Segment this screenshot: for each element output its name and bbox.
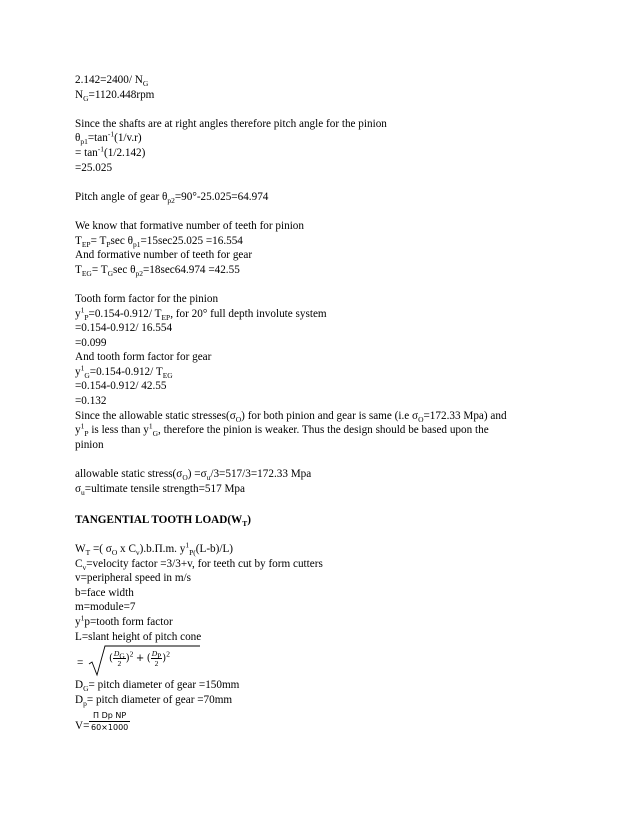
equation-line: = $\tan^{-1}(1/2.142)$ [75, 144, 146, 159]
text-line: We know that formative number of teeth for pinion [75, 219, 304, 232]
equation-line: =25.025 [75, 161, 113, 174]
equation-line: =0.154-0.912/ 42.55 [75, 380, 167, 393]
text-line: L=slant height of pitch cone [75, 630, 202, 643]
slant-height-formula [75, 644, 565, 678]
equation-line: $T_{EG}= T_G\sec$ $\theta_{p2}=18\sec 64.974 =42.55$ [75, 263, 240, 278]
equation-line: =0.154-0.912/ 16.554 [75, 322, 173, 335]
equation-line: =0.099 [75, 336, 107, 349]
equation-line: $y^1_P=0.154-0.912/$ $T_{EP}$, for 20° full depth involute system [75, 304, 327, 322]
equation-line: =0.132 [75, 395, 107, 408]
equation-line: $\theta_{p1}=\tan^{-1}(1/v.r)$ [75, 129, 142, 147]
velocity-formula: V= $\frac{\text{Π Dp NP}}{60\times 1000}$ [75, 711, 129, 733]
equation-line: 2.142=2400/ $N_G$ [75, 74, 149, 89]
sqrt-radicand: ( $\frac{D_G}{2}$ )$^2$ + ( $\frac{D_P}{2}$ )$^2$ [109, 649, 170, 669]
text-line: Since the allowable static $stresses(\sigma_O)$ for both pinion and gear is same (i.e $\sigma_O=172.33$ Mpa) and [75, 409, 507, 424]
text-line: $D_p=$ pitch diameter of gear =70mm [75, 693, 233, 708]
velocity-fraction: $\frac{\text{Π Dp NP}}{60\times 1000}$ [91, 711, 129, 733]
dp-fraction: $\frac{D_P}{2}$ [151, 649, 162, 669]
text-line: $y^1p=tooth$ form factor [75, 613, 173, 628]
text-line: Tooth form factor for the pinion [75, 292, 219, 305]
text-line: And tooth form factor for gear [75, 351, 212, 364]
text-line: pinion [75, 438, 104, 451]
text-line: $y^1_P$ is less than $y^1_G$, therefore the pinion is weaker. Thus the design should be based upon the [75, 421, 489, 439]
equation-line: $y^1_G=0.154-0.912/$ $T_{EG}$ [75, 363, 173, 381]
text-line: $D_G=$ pitch diameter of gear =150mm [75, 679, 240, 694]
equals-sign: = [77, 657, 84, 670]
equation-line: $T_{EP}= T_P\sec$ $\theta_{p1}=15\sec 25.025 =16.554$ [75, 234, 243, 249]
text-line: v=peripheral speed in m/s [75, 572, 191, 585]
text-line: m=module=7 [75, 601, 136, 614]
equation-line: allowable static $stress(\sigma_O) =\sigma_u/3=517/3=172.33$ Mpa [75, 468, 312, 483]
dg-fraction: $\frac{D_G}{2}$ [113, 649, 125, 669]
equation-line: $C_v=velocity$ factor =3/3+v, for teeth cut by form cutters [75, 557, 323, 572]
text-line: And formative number of teeth for gear [75, 249, 253, 262]
equation-line: Pitch angle of gear $\theta_{p2}=90^\circ-25.025=64.974$ [75, 190, 269, 205]
text-line: b=face width [75, 586, 134, 599]
equation-line: $N_G=1120.448rpm$ [75, 88, 155, 103]
section-heading: TANGENTIAL TOOTH $LOAD(W_T)$ [75, 513, 251, 529]
document-body [75, 73, 565, 741]
equation-line: $W_T$ =( $\sigma_O$ x $C_v).b.\Pi.m$. $y^1_{P(}(L-b)/L$) [75, 540, 234, 558]
equation-line: $\sigma_u=ultimate$ tensile strength=517 Mpa [75, 482, 245, 497]
text-line: Since the shafts are at right angles therefore pitch angle for the pinion [75, 117, 387, 130]
